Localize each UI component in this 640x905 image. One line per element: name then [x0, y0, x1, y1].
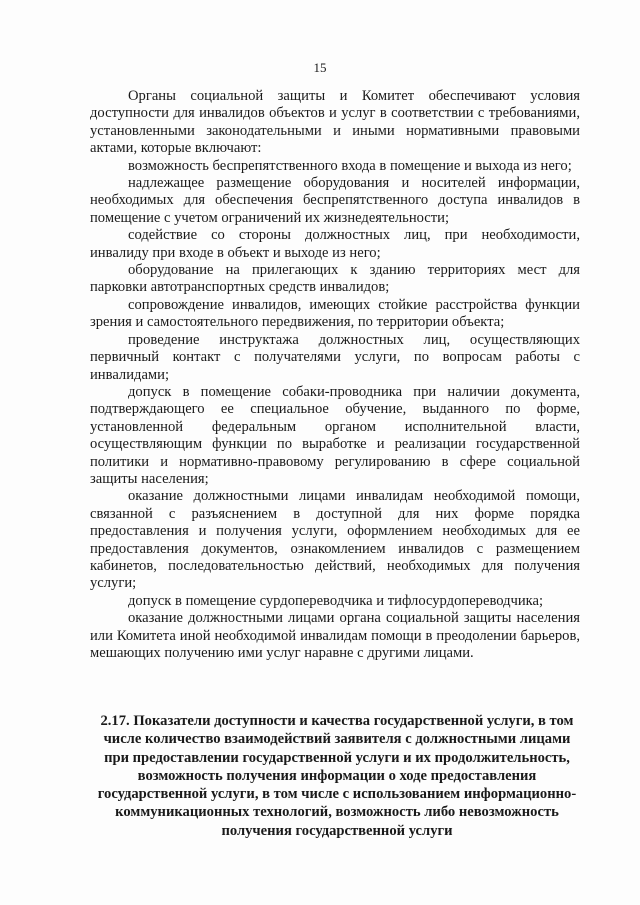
paragraph-list-item: проведение инструктажа должностных лиц, осуществляющих первичный контакт с получателями услуги, по вопросам работы с инвалидами;: [90, 331, 580, 383]
paragraph-list-item: допуск в помещение собаки-проводника при наличии документа, подтверждающего ее специальное обучение, выданного по форме, установленной федеральным органом исполнительной власти, осуществляющим функции по выработке и реализации государственной политики и нормативно-правовому регулированию в сфере социальной защиты населения;: [90, 383, 580, 487]
paragraph-list-item: оказание должностными лицами инвалидам необходимой помощи, связанной с разъяснением в доступной для них форме порядка предоставления и получения услуги, оформлением необходимых для ее предоставления документов, ознакомлением инвалидов с размещением кабинетов, последовательностью действий, необходимых для получения услуги;: [90, 488, 580, 592]
paragraph-list-item: оказание должностными лицами органа социальной защиты населения или Комитета иной необходимой инвалидам помощи в преодолении барьеров, мешающих получению ими услуг наравне с другими лицами.: [90, 610, 580, 661]
body-text: [90, 88, 580, 662]
paragraph-list-item: сопровождение инвалидов, имеющих стойкие расстройства функции зрения и самостоятельного передвижения, по территории объекта;: [90, 296, 580, 331]
paragraph-list-item: допуск в помещение сурдопереводчика и тифлосурдопереводчика;: [128, 592, 544, 609]
paragraph-intro: Органы социальной защиты и Комитет обеспечивают условия доступности для инвалидов объектов и услуг в соответствии с требованиями, установленными законодательными и иными нормативными правовыми актами, которые включают:: [90, 88, 580, 157]
page-number: 15: [313, 60, 327, 75]
section-heading: 2.17. Показатели доступности и качества государственной услуги, в том числе количество взаимодействий заявителя с должностными лицами при предоставлении государственной услуги и их продолжительность, возможность получения информации о ходе предоставления государственной услуги, в том числе с использованием информационно-коммуникационных технологий, возможность либо невозможность получения государственной услуги: [97, 713, 577, 839]
paragraph-list-item: оборудование на прилегающих к зданию территориях мест для парковки автотранспортных средств инвалидов;: [90, 262, 580, 296]
paragraph-list-item: надлежащее размещение оборудования и носителей информации, необходимых для обеспечения беспрепятственного доступа инвалидов в помещение с учетом ограничений их жизнедеятельности;: [90, 175, 580, 226]
paragraph-list-item: содействие со стороны должностных лиц, при необходимости, инвалиду при входе в объект и выходе из него;: [90, 227, 580, 261]
paragraph-list-item: возможность беспрепятственного входа в помещение и выхода из него;: [128, 157, 572, 174]
